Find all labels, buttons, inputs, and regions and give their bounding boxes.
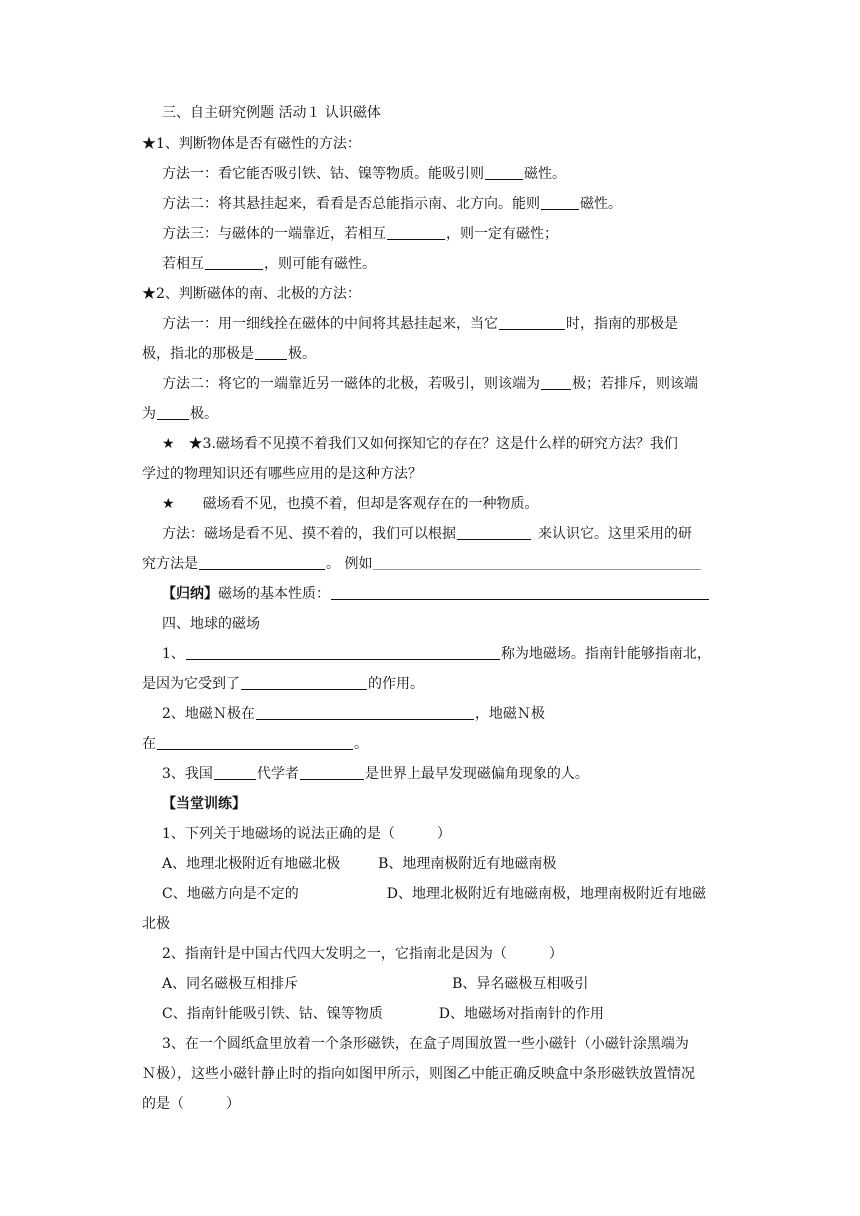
pq2-option-a[interactable]: A、同名磁极互相排斥 bbox=[162, 976, 299, 992]
blank[interactable] bbox=[205, 255, 263, 270]
pq3-line3: 的是（ ） bbox=[142, 1096, 240, 1112]
pq1-option-d[interactable]: D、地理北极附近有地磁南极，地理南极附近有地磁 bbox=[386, 886, 706, 902]
blank[interactable] bbox=[499, 315, 565, 330]
blank[interactable] bbox=[387, 225, 445, 240]
blank[interactable] bbox=[485, 165, 523, 180]
q2-method1: 方法一：用一细线拴在磁体的中间将其悬挂起来，当它 时，指南的那极是 bbox=[162, 316, 678, 332]
blank[interactable] bbox=[300, 765, 364, 780]
summary-line: 【归纳】磁场的基本性质： bbox=[162, 584, 710, 604]
s4-q3: 3、我国 代学者 是世界上最早发现磁偏角现象的人。 bbox=[162, 766, 589, 782]
q3-line2: 学过的物理知识还有哪些应用的是这种方法？ bbox=[142, 466, 422, 482]
section4-title: 四、地球的磁场 bbox=[162, 616, 260, 632]
pq3-line2: Ｎ极），这些小磁针静止时的指向如图甲所示，则图乙中能正确反映盒中条形磁铁放置情况 bbox=[142, 1066, 695, 1082]
q2-heading: ★2、判断磁体的南、北极的方法： bbox=[142, 286, 361, 302]
pq2-stem: 2、指南针是中国古代四大发明之一，它指南北是因为（ ） bbox=[162, 946, 563, 962]
q2-method2-cont: 为 极。 bbox=[142, 406, 218, 422]
pq1-options-cd bbox=[162, 884, 706, 904]
pq1-option-c[interactable]: C、地磁方向是不定的 bbox=[162, 886, 299, 902]
q3-line3: ★ 磁场看不见，也摸不着，但却是客观存在的一种物质。 bbox=[162, 496, 539, 512]
q1-method3-cont: 若相互 ，则可能有磁性。 bbox=[162, 256, 376, 272]
q2-method1-cont: 极，指北的那极是 极。 bbox=[142, 346, 316, 362]
pq2-options-ab bbox=[162, 974, 588, 994]
section3-title: 三、自主研究例题 活动１ 认识磁体 bbox=[162, 105, 381, 121]
blank[interactable] bbox=[255, 345, 287, 360]
pq2-option-c[interactable]: C、指南针能吸引铁、钴、镍等物质 bbox=[162, 1006, 383, 1022]
pq3-line1: 3、在一个圆纸盒里放着一个条形磁铁，在盒子周围放置一些小磁针（小磁针涂黑端为 bbox=[162, 1036, 689, 1052]
q1-method2: 方法二：将其悬挂起来，看看是否总能指示南、北方向。能则 磁性。 bbox=[162, 196, 622, 212]
q3-line1: ★ ★3.磁场看不见摸不着我们又如何探知它的存在？这是什么样的研究方法？我们 bbox=[162, 436, 678, 452]
q1-heading: ★1、判断物体是否有磁性的方法： bbox=[142, 136, 361, 152]
blank[interactable] bbox=[241, 675, 367, 690]
blank[interactable] bbox=[214, 765, 256, 780]
pq1-options-ab bbox=[162, 854, 556, 874]
pq2-options-cd bbox=[162, 1004, 604, 1024]
blank[interactable] bbox=[199, 555, 325, 570]
q3-line4: 方法：磁场是看不见、摸不着的，我们可以根据 来认识它。这里采用的研 bbox=[162, 526, 692, 542]
s4-q2-cont: 在 。 bbox=[142, 736, 368, 752]
pq1-stem: 1、下列关于地磁场的说法正确的是（ ） bbox=[162, 826, 451, 842]
s4-q1-cont: 是因为它受到了 的作用。 bbox=[142, 676, 424, 692]
blank[interactable] bbox=[541, 195, 579, 210]
pq2-option-b[interactable]: B、异名磁极互相吸引 bbox=[452, 976, 589, 992]
q1-method3: 方法三：与磁体的一端靠近，若相互 ，则一定有磁性； bbox=[162, 226, 558, 242]
blank[interactable] bbox=[157, 735, 353, 750]
pq1-option-b[interactable]: B、地理南极附近有地磁南极 bbox=[378, 856, 557, 872]
blank[interactable] bbox=[457, 525, 531, 540]
blank[interactable] bbox=[373, 555, 701, 570]
pq1-option-d-cont: 北极 bbox=[142, 916, 170, 932]
pq1-option-a[interactable]: A、地理北极附近有地磁北极 bbox=[162, 856, 341, 872]
blank[interactable] bbox=[186, 645, 500, 660]
practice-title: 【当堂训练】 bbox=[162, 796, 246, 812]
blank[interactable] bbox=[331, 585, 709, 600]
q1-method1: 方法一：看它能否吸引铁、钴、镍等物质。能吸引则 磁性。 bbox=[162, 166, 566, 182]
q2-method2: 方法二：将它的一端靠近另一磁体的北极，若吸引，则该端为 极；若排斥，则该端 bbox=[162, 376, 698, 392]
blank[interactable] bbox=[256, 705, 474, 720]
s4-q2: 2、地磁Ｎ极在 ，地磁Ｎ极 bbox=[162, 706, 545, 722]
blank[interactable] bbox=[157, 405, 189, 420]
blank[interactable] bbox=[541, 375, 571, 390]
q3-line5: 究方法是 。 例如 bbox=[142, 554, 702, 574]
pq2-option-d[interactable]: D、地磁场对指南针的作用 bbox=[438, 1006, 604, 1022]
s4-q1: 1、 称为地磁场。指南针能够指南北， bbox=[162, 646, 711, 662]
